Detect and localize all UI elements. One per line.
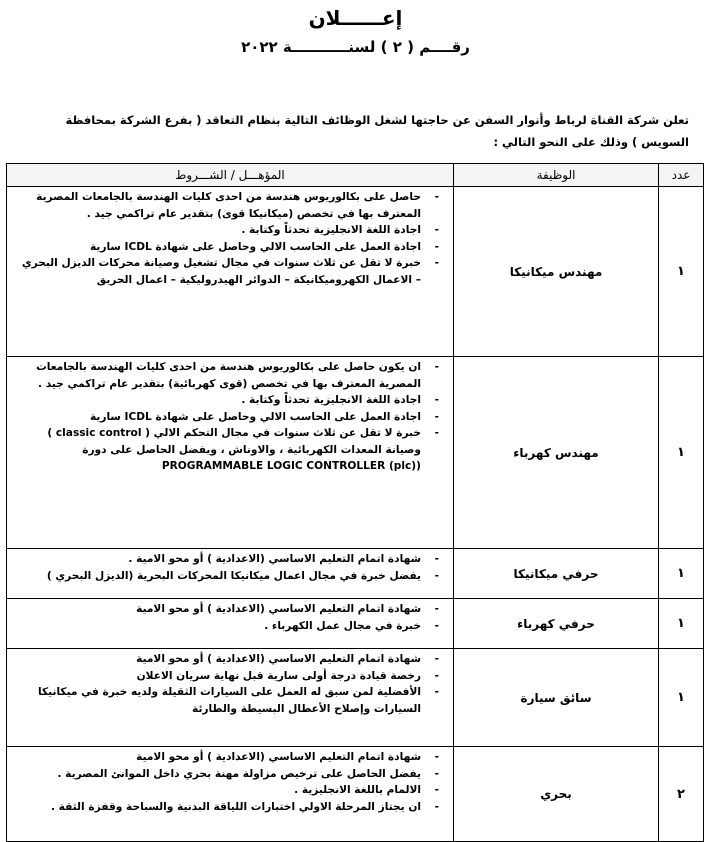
intro-line-2: السويس ) وذلك على النحو التالي : xyxy=(493,135,689,149)
dash-bullet-icon: - xyxy=(434,553,439,565)
requirement-item xyxy=(13,782,441,799)
requirement-text: يفضل خبرة في مجال اعمال ميكانيكا المحركات البحرية (الديزل البحري ) xyxy=(46,569,421,582)
dash-bullet-icon: - xyxy=(434,569,439,582)
requirement-text: خبرة في مجال عمل الكهرباء . xyxy=(264,619,421,632)
job-title: مهندس كهرباء xyxy=(454,357,659,549)
dash-bullet-icon: - xyxy=(434,191,439,203)
requirements-cell xyxy=(7,357,454,549)
table-row xyxy=(7,649,704,747)
requirement-text: يفضل الحاصل على ترخيص مزاولة مهنة بحري داخل الموانئ المصرية . xyxy=(57,767,421,780)
dash-bullet-icon: - xyxy=(434,669,439,682)
requirement-text: حاصل على بكالوريوس هندسة من احدى كليات الهندسة بالجامعات المصرية المعترف بها في تخصص (ميكانيكا قوى) بتقدير عام تراكمي جيد . xyxy=(36,191,421,220)
dash-bullet-icon: - xyxy=(434,410,439,423)
requirements-cell xyxy=(7,649,454,747)
requirement-item xyxy=(13,601,441,618)
dash-bullet-icon: - xyxy=(434,800,439,813)
jobs-table xyxy=(6,163,704,842)
requirement-item xyxy=(13,651,441,668)
requirement-text: اجادة اللغة الانجليزية تحدثاً وكتابة . xyxy=(241,394,421,406)
job-count: ١ xyxy=(659,357,704,549)
requirement-item xyxy=(13,799,441,816)
dash-bullet-icon: - xyxy=(434,427,439,439)
job-count: ٢ xyxy=(659,747,704,842)
requirement-text: اجادة العمل على الحاسب الالي وحاصل على شهادة ICDL سارية xyxy=(89,410,421,423)
requirement-item xyxy=(13,568,441,585)
dash-bullet-icon: - xyxy=(434,603,439,615)
job-title: سائق سيارة xyxy=(454,649,659,747)
column-header-job: الوظيفة xyxy=(454,164,659,187)
requirements-cell xyxy=(7,599,454,649)
dash-bullet-icon: - xyxy=(434,653,439,665)
announcement-number: رقــــم ( ٢ ) لسنـــــــــــة ٢٠٢٢ xyxy=(241,38,470,56)
intro-line-1: تعلن شركة القناة لرباط وأنوار السفن عن حاجتها لشغل الوظائف التالية بنظام التعاقد ( بفرع الشركة بمحافظة xyxy=(65,113,689,127)
requirement-item xyxy=(13,668,441,685)
requirement-item xyxy=(13,189,441,222)
job-title: حرفي كهرباء xyxy=(454,599,659,649)
requirement-text: ان يجتاز المرحلة الاولي اختبارات اللياقة البدنية والسباحة وقفزة الثقة . xyxy=(50,800,421,813)
table-row xyxy=(7,747,704,842)
requirement-item xyxy=(13,618,441,635)
requirement-text: خبرة لا تقل عن ثلاث سنوات في مجال تشغيل وصيانة محركات الديزل البحري – الاعمال الكهروميكانيكة – الدوائر الهيدروليكية – اعمال الحريق xyxy=(21,257,421,286)
dash-bullet-icon: - xyxy=(434,751,439,763)
table-row xyxy=(7,599,704,649)
requirement-text: ان يكون حاصل على بكالوريوس هندسة من احدى كليات الهندسة بالجامعات المصرية المعترف بها في تخصص (قوى كهربائية) بتقدير عام تراكمي جيد . xyxy=(36,361,421,390)
requirement-item xyxy=(13,766,441,783)
requirements-cell xyxy=(7,747,454,842)
dash-bullet-icon: - xyxy=(434,257,439,269)
dash-bullet-icon: - xyxy=(434,619,439,632)
requirement-item xyxy=(13,684,441,717)
requirement-text: شهادة اتمام التعليم الاساسي (الاعدادية ) أو محو الامية . xyxy=(128,553,421,565)
requirement-item xyxy=(13,222,441,239)
dash-bullet-icon: - xyxy=(434,686,439,698)
requirement-text: شهادة اتمام التعليم الاساسي (الاعدادية ) أو محو الامية xyxy=(136,751,421,763)
column-header-requirements: المؤهـــل / الشـــروط xyxy=(7,164,454,187)
job-count: ١ xyxy=(659,549,704,599)
requirement-text: خبرة لا تقل عن ثلاث سنوات في مجال التحكم الالي ( classic control ) وصيانة المعدات الكهربائية ، والاوناش ، ويفضل الحاصل على دورة (PROGRAMMABLE LOGIC CONTROLLER (plc) xyxy=(47,427,421,472)
requirement-text: اجادة العمل على الحاسب الالي وحاصل على شهادة ICDL سارية xyxy=(89,240,421,253)
requirement-item xyxy=(13,359,441,392)
requirement-text: شهادة اتمام التعليم الاساسي (الاعدادية ) أو محو الامية xyxy=(136,603,421,615)
dash-bullet-icon: - xyxy=(434,394,439,406)
table-row xyxy=(7,187,704,357)
requirement-item xyxy=(13,409,441,426)
dash-bullet-icon: - xyxy=(434,361,439,373)
requirement-text: اجادة اللغة الانجليزية تحدثاً وكتابة . xyxy=(241,224,421,236)
requirement-text: الالمام باللغة الانجليزية . xyxy=(294,784,421,796)
job-count: ١ xyxy=(659,187,704,357)
requirements-cell xyxy=(7,549,454,599)
job-count: ١ xyxy=(659,649,704,747)
table-row xyxy=(7,357,704,549)
requirement-item xyxy=(13,749,441,766)
requirements-cell xyxy=(7,187,454,357)
requirement-item xyxy=(13,392,441,409)
requirement-text: رخصة قيادة درجة أولى سارية قبل نهاية سريان الاعلان xyxy=(136,669,421,682)
dash-bullet-icon: - xyxy=(434,224,439,236)
dash-bullet-icon: - xyxy=(434,240,439,253)
column-header-count: عدد xyxy=(659,164,704,187)
job-title: مهندس ميكانيكا xyxy=(454,187,659,357)
requirement-item xyxy=(13,425,441,475)
job-count: ١ xyxy=(659,599,704,649)
announcement-title: إعــــــلان xyxy=(308,6,403,30)
job-title: بحري xyxy=(454,747,659,842)
job-title: حرفي ميكانيكا xyxy=(454,549,659,599)
requirement-item xyxy=(13,551,441,568)
intro-paragraph xyxy=(19,109,689,153)
table-header-row xyxy=(7,164,704,187)
requirement-item xyxy=(13,255,441,288)
table-row xyxy=(7,549,704,599)
requirement-text: شهادة اتمام التعليم الاساسي (الاعدادية ) أو محو الامية xyxy=(136,653,421,665)
dash-bullet-icon: - xyxy=(434,767,439,780)
dash-bullet-icon: - xyxy=(434,784,439,796)
requirement-item xyxy=(13,239,441,256)
requirement-text: الأفضلية لمن سبق له العمل على السيارات الثقيلة ولديه خبرة في ميكانيكا السيارات وإصلاح الأعطال البسيطة والطارئة xyxy=(38,686,421,715)
